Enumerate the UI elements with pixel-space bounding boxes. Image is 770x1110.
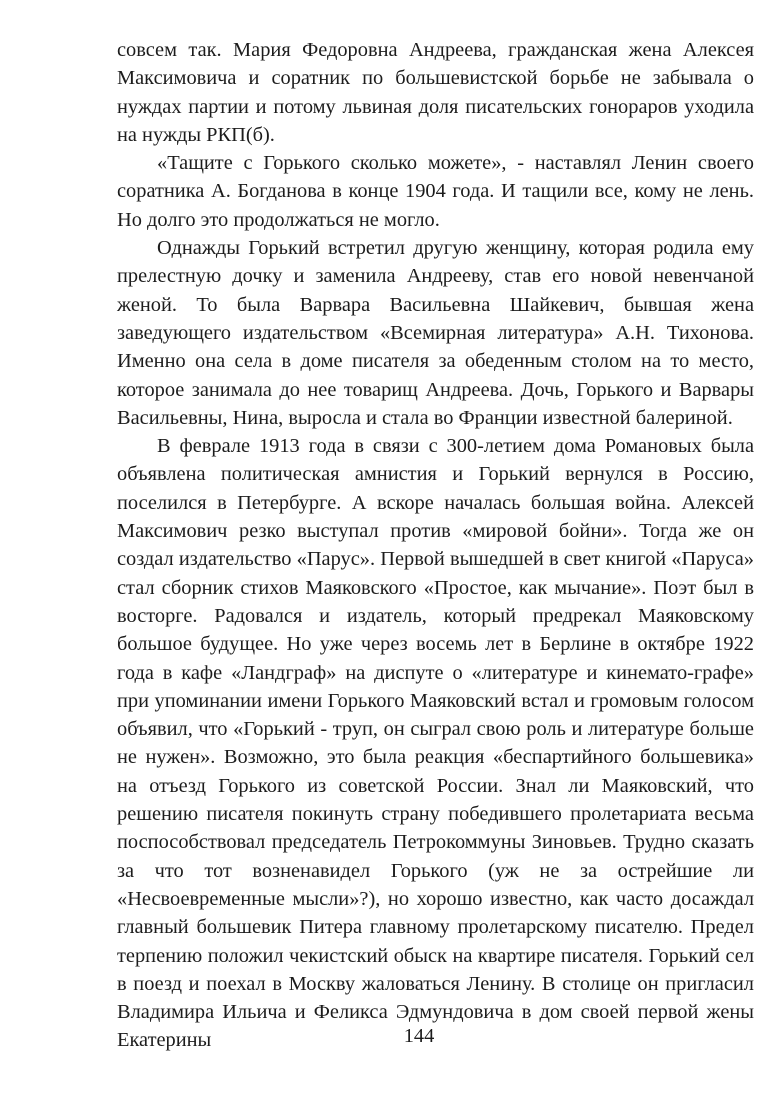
paragraph-shaikevich: Однажды Горький встретил другую женщину, которая родила ему прелестную дочку и заменила Андрееву, став его новой невенчаной женой. То была Варвара Васильевна Шайкевич, бывшая жена заведующего издательством «Всемирная литература» А.Н. Тихонова. Именно она села в доме писателя за обеденным столом на то место, которое занимала до нее товарищ Андреева. Дочь, Горького и Варвары Васильевны, Нина, выросла и стала во Франции известной балериной.	[117, 237, 754, 429]
paragraph-continuation: совсем так. Мария Федоровна Андреева, гражданская жена Алексея Максимовича и соратник по большевистской борьбе не забывала о нуждах партии и потому львиная доля писательских гонораров уходила на нужды РКП(б).	[117, 39, 754, 146]
paragraph-1913-amnesty: В феврале 1913 года в связи с 300-летием дома Романовых была объявлена политическая амнистия и Горький вернулся в Россию, поселился в Петербурге. А вскоре началась большая война. Алексей Максимович резко выступал против «мировой бойни». Тогда же он создал издательство «Парус». Первой вышедшей в свет книгой «Паруса» стал сборник стихов Маяковского «Простое, как мычание». Поэт был в восторге. Радовался и издатель, который предрекал Маяковскому большое будущее. Но уже через восемь лет в Берлине в октябре 1922 года в кафе «Ландграф» на диспуте о «литературе и кинемато-графе» при упоминании имени Горького Маяковский встал и громовым голосом объявил, что «Горький - труп, он сыграл свою роль и литературе больше не нужен». Возможно, это была реакция «беспартийного большевика» на отъезд Горького из советской России. Знал ли Маяковский, что решению писателя покинуть страну победившего пролетариата весьма поспособствовал председатель Петрокоммуны Зиновьев. Трудно сказать за что тот возненавидел Горького (уж не за острейшие ли «Несвоевременные мысли»?), но хорошо известно, как часто досаждал главный большевик Питера главному пролетарскому писателю. Предел терпению положил чекистский обыск на квартире писателя. Горький сел в поезд и поехал в Москву жаловаться Ленину. В столице он пригласил Владимира Ильича и Феликса Эдмундовича в дом своей первой жены Екатерины	[117, 435, 754, 1052]
page-number: 144	[403, 1025, 435, 1047]
paragraph-lenin-quote: «Тащите с Горького сколько можете», - наставлял Ленин своего соратника А. Богданова в конце 1904 года. И тащили все, кому не лень. Но долго это продолжаться не могло.	[117, 152, 754, 231]
page-body-text	[117, 36, 754, 1055]
